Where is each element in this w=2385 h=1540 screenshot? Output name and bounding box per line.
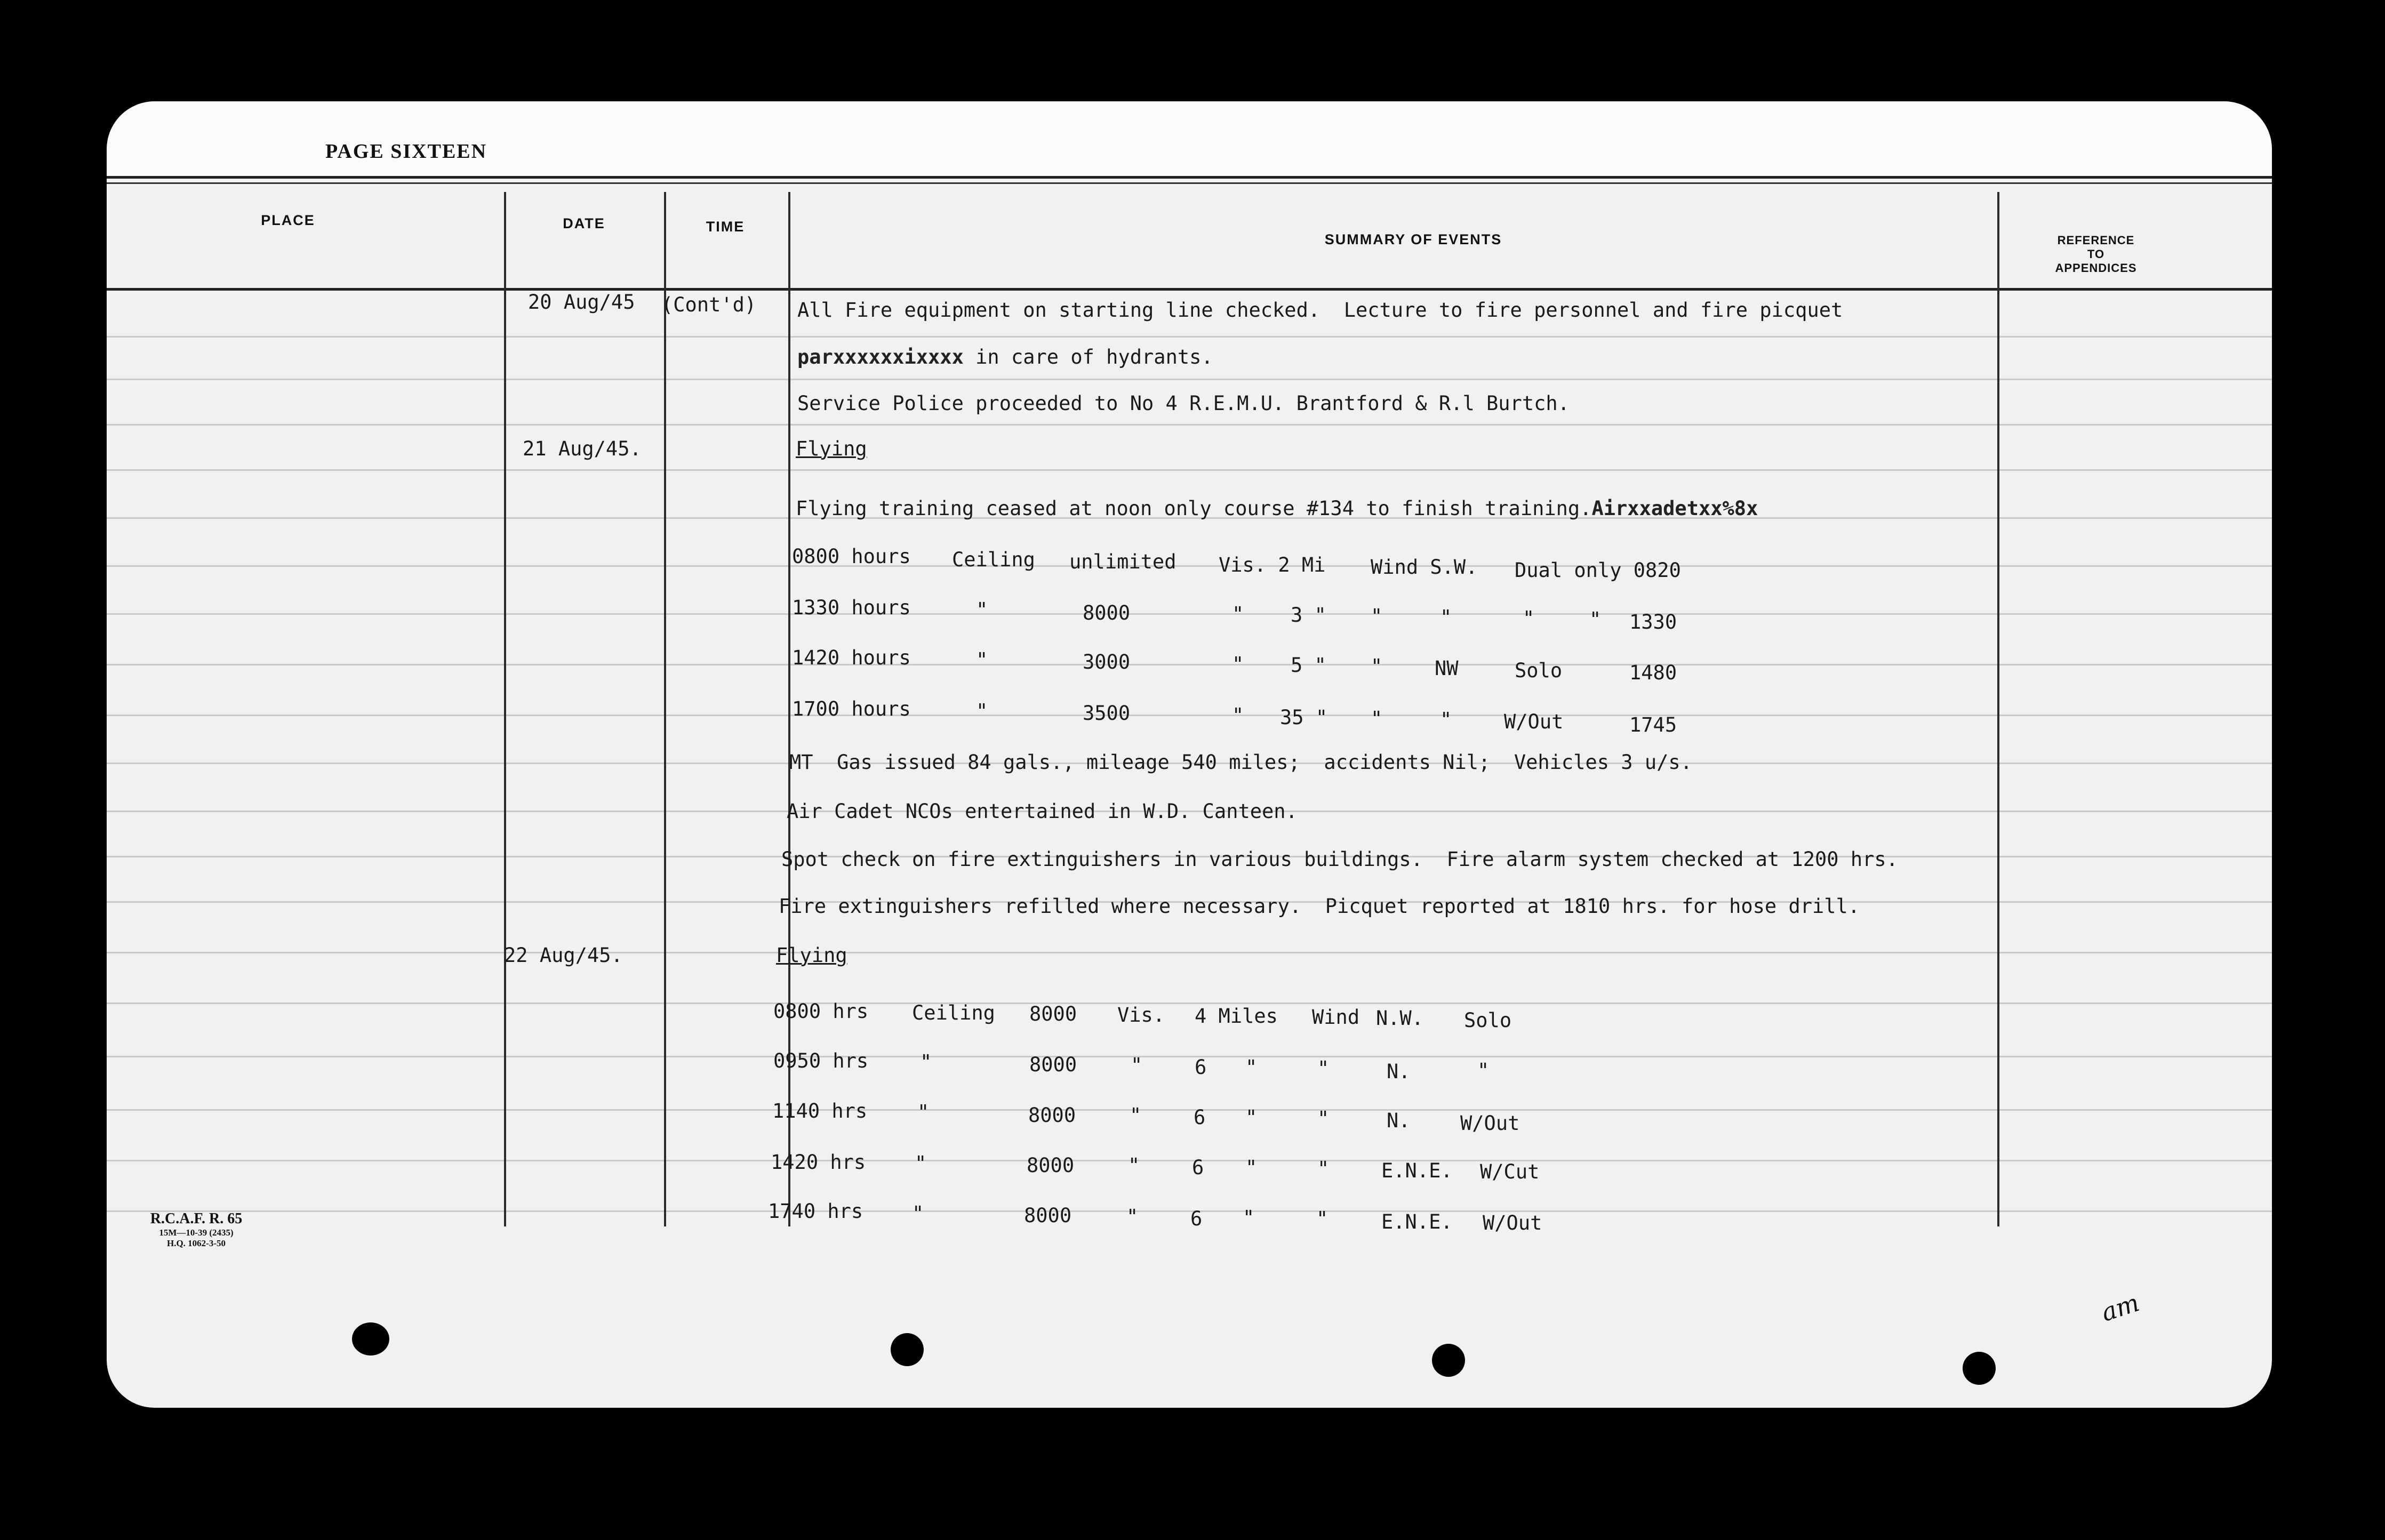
- ruled-line: [107, 664, 2272, 665]
- summary-line-1: All Fire equipment on starting line checked. Lecture to fire personnel and fire picquet: [797, 299, 1843, 322]
- ruled-line: [107, 1210, 2272, 1212]
- col-header-reference-line1: REFERENCE: [2057, 234, 2135, 247]
- flying-cell: ": [920, 1050, 932, 1073]
- weather-cell: 1480: [1629, 661, 1677, 684]
- summary-line-3: Service Police proceeded to No 4 R.E.M.U. Brantford & R.l Burtch.: [797, 392, 1570, 415]
- weather-cell: 1330: [1629, 611, 1677, 633]
- summary-line-2-text: in care of hydrants.: [963, 346, 1213, 368]
- weather-cell: 5 ": [1291, 654, 1326, 677]
- form-print-code: 15M—10-39 (2435): [159, 1228, 234, 1238]
- binder-hole: [1432, 1344, 1465, 1377]
- weather-cell: ": [1589, 608, 1602, 631]
- flying-cell: Wind: [1312, 1006, 1360, 1029]
- weather-cell: 0800 hours: [792, 545, 911, 568]
- handwritten-initials: am: [2098, 1288, 2143, 1327]
- flying-cell: ": [1245, 1106, 1258, 1129]
- document-card: [107, 101, 2272, 1408]
- weather-cell: 8000: [1083, 601, 1131, 624]
- flying-cell: 1740 hrs: [768, 1200, 863, 1223]
- flying-cell: 1140 hrs: [772, 1100, 868, 1122]
- weather-cell: 1745: [1629, 713, 1677, 736]
- weather-cell: ": [1371, 707, 1383, 730]
- weather-cell: W/Out: [1504, 710, 1564, 733]
- flying-cell: 4 Miles: [1195, 1005, 1278, 1028]
- weather-cell: ": [976, 598, 988, 621]
- binder-hole: [1963, 1352, 1996, 1385]
- flying-cell: 0950 hrs: [773, 1049, 869, 1072]
- summary-line-refill: Fire extinguishers refilled where necessary. Picquet reported at 1810 hrs. for hose drill.: [779, 895, 1860, 918]
- column-divider-summary: [1997, 192, 1999, 1226]
- flying-cell: ": [1477, 1059, 1490, 1082]
- flying-cell: 6: [1192, 1156, 1204, 1179]
- flying-cell: ": [1130, 1104, 1142, 1127]
- weather-cell: 3 ": [1291, 604, 1326, 627]
- weather-cell: ": [1440, 606, 1452, 629]
- weather-cell: NW: [1435, 657, 1459, 680]
- column-divider-place: [504, 192, 506, 1226]
- struck-out-text: parxxxxxxixxxx: [797, 346, 964, 368]
- entry-date-22aug: 22 Aug/45.: [504, 944, 623, 967]
- flying-cell: Solo: [1464, 1009, 1512, 1032]
- col-header-reference: [2005, 234, 2187, 275]
- ruled-line: [107, 565, 2272, 567]
- summary-line-mt: MT Gas issued 84 gals., mileage 540 miles; accidents Nil; Vehicles 3 u/s.: [789, 751, 1692, 774]
- col-header-reference-line2: TO: [2087, 247, 2105, 261]
- flying-cell: E.N.E.: [1381, 1210, 1453, 1233]
- flying-cell: W/Out: [1460, 1112, 1520, 1135]
- summary-line-5-text: Flying training ceased at noon only course #134 to finish training.: [796, 497, 1592, 520]
- weather-cell: Wind S.W.: [1371, 556, 1478, 579]
- ruled-line: [107, 1056, 2272, 1057]
- ruled-line: [107, 715, 2272, 716]
- binder-hole: [891, 1333, 924, 1366]
- flying-cell: ": [1126, 1205, 1139, 1228]
- binder-hole: [352, 1322, 389, 1355]
- flying-cell: E.N.E.: [1381, 1159, 1453, 1182]
- col-header-summary: SUMMARY OF EVENTS: [1324, 231, 1502, 247]
- form-number: R.C.A.F. R. 65: [150, 1210, 243, 1227]
- flying-cell: 6: [1190, 1207, 1203, 1230]
- flying-cell: ": [1245, 1156, 1258, 1179]
- ruled-line: [107, 952, 2272, 953]
- flying-cell: 1420 hrs: [771, 1151, 866, 1174]
- flying-cell: 8000: [1027, 1154, 1075, 1177]
- weather-cell: 1420 hours: [792, 646, 911, 669]
- flying-cell: ": [1316, 1207, 1328, 1230]
- flying-cell: N.W.: [1376, 1007, 1424, 1030]
- summary-line-2: [797, 346, 1213, 368]
- flying-cell: 8000: [1029, 1053, 1077, 1076]
- heading-flying-22aug: Flying: [776, 944, 847, 967]
- flying-cell: N.: [1387, 1060, 1411, 1083]
- heading-flying-21aug: Flying: [796, 437, 867, 460]
- col-header-reference-line3: APPENDICES: [2055, 261, 2137, 275]
- flying-cell: N.: [1387, 1109, 1411, 1132]
- flying-cell: ": [1317, 1157, 1330, 1180]
- ruled-line: [107, 336, 2272, 338]
- flying-cell: ": [1128, 1154, 1140, 1177]
- header-rule-bottom: [107, 288, 2272, 291]
- weather-cell: 35 ": [1280, 706, 1328, 729]
- ruled-line: [107, 613, 2272, 615]
- flying-cell: ": [1245, 1056, 1258, 1079]
- summary-line-spot-check: Spot check on fire extinguishers in various buildings. Fire alarm system checked at 1200 hrs.: [781, 848, 1898, 871]
- flying-cell: ": [1243, 1206, 1255, 1229]
- ruled-line: [107, 424, 2272, 426]
- weather-cell: ": [1232, 704, 1244, 727]
- weather-cell: ": [1440, 708, 1452, 731]
- weather-cell: 1330 hours: [792, 596, 911, 619]
- header-rule-top: [107, 176, 2272, 179]
- flying-cell: 6: [1195, 1056, 1207, 1079]
- col-header-time: TIME: [706, 219, 745, 235]
- entry-date-21aug: 21 Aug/45.: [523, 437, 642, 460]
- page-label: PAGE SIXTEEN: [325, 140, 487, 163]
- ruled-line: [107, 379, 2272, 380]
- summary-line-cadets: Air Cadet NCOs entertained in W.D. Canteen.: [787, 800, 1298, 823]
- flying-cell: Vis.: [1117, 1004, 1165, 1026]
- ruled-line: [107, 1002, 2272, 1004]
- col-header-place: PLACE: [261, 212, 315, 228]
- weather-cell: Solo: [1515, 659, 1563, 682]
- weather-cell: Ceiling: [952, 548, 1035, 571]
- struck-out-text-2: Airxxadetxx%8x: [1591, 497, 1758, 520]
- flying-cell: 8000: [1029, 1002, 1077, 1025]
- flying-cell: ": [917, 1101, 930, 1124]
- ruled-line: [107, 1160, 2272, 1161]
- flying-cell: 0800 hrs: [773, 1000, 869, 1023]
- summary-line-5: [796, 497, 1758, 520]
- weather-cell: Dual only 0820: [1515, 559, 1681, 582]
- flying-cell: ": [1131, 1054, 1143, 1077]
- col-header-date: DATE: [563, 215, 605, 231]
- weather-cell: ": [1232, 603, 1244, 625]
- weather-cell: 3000: [1083, 651, 1131, 673]
- flying-cell: W/Cut: [1480, 1160, 1540, 1183]
- weather-cell: 1700 hours: [792, 697, 911, 720]
- flying-cell: 6: [1194, 1106, 1206, 1129]
- flying-cell: 8000: [1024, 1204, 1072, 1227]
- header-rule-second: [107, 182, 2272, 184]
- column-divider-date: [664, 192, 666, 1226]
- weather-cell: ": [976, 700, 988, 723]
- flying-cell: ": [915, 1152, 927, 1175]
- form-hq-code: H.Q. 1062-3-50: [166, 1238, 226, 1248]
- weather-cell: Vis. 2 Mi: [1219, 554, 1326, 576]
- entry-date-20aug: 20 Aug/45: [528, 291, 635, 314]
- weather-cell: ": [1523, 607, 1535, 630]
- flying-cell: ": [1317, 1107, 1330, 1130]
- flying-cell: ": [912, 1202, 924, 1225]
- weather-cell: ": [1232, 653, 1244, 676]
- weather-cell: ": [976, 648, 988, 671]
- flying-cell: 8000: [1028, 1104, 1076, 1127]
- weather-cell: 3500: [1083, 702, 1131, 725]
- ruled-line: [107, 1109, 2272, 1111]
- flying-cell: Ceiling: [912, 1001, 995, 1024]
- entry-time-contd: (Cont'd): [661, 293, 757, 316]
- form-identifier: [138, 1210, 255, 1249]
- flying-cell: ": [1317, 1057, 1330, 1080]
- weather-cell: ": [1371, 655, 1383, 678]
- weather-cell: unlimited: [1069, 550, 1177, 573]
- weather-cell: ": [1371, 605, 1383, 628]
- ruled-line: [107, 469, 2272, 471]
- flying-cell: W/Out: [1483, 1212, 1542, 1234]
